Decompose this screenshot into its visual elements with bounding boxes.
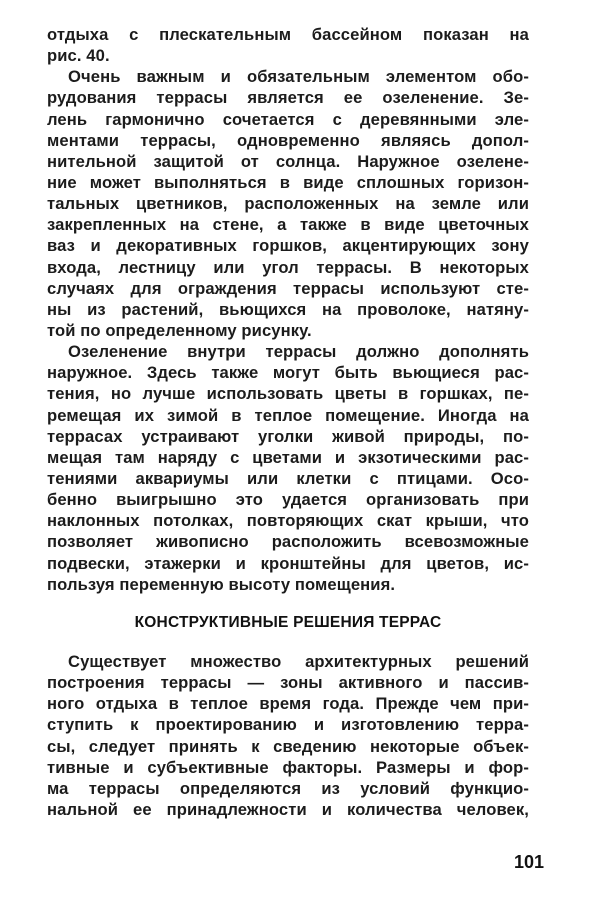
text-line: той по определенному рисунку. xyxy=(47,320,312,340)
text-line: тивные и субъективные факторы. Размеры и фор- xyxy=(47,757,529,777)
text-line: Существует множество архитектурных решений xyxy=(68,652,529,671)
section-heading: КОНСТРУКТИВНЫЕ РЕШЕНИЯ ТЕРРАС xyxy=(134,614,442,631)
text-line: наклонных потолках, повторяющих скат крыши, что xyxy=(47,511,529,531)
text-line: ние может выполняться в виде сплошных горизон- xyxy=(47,172,529,192)
text-line: отдыха с плескательным бассейном показан на xyxy=(47,25,529,44)
text-line: бенно выигрышно это удается организовать при xyxy=(47,490,529,510)
text-line: Очень важным и обязательным элементом обо- xyxy=(68,67,529,87)
text-line: ного отдыха в теплое время года. Прежде чем при- xyxy=(47,694,529,714)
text-line: ментами террасы, одновременно являясь допол- xyxy=(47,130,529,150)
text-line: сы, следует принять к сведению некоторые объек- xyxy=(47,736,529,756)
text-line: позволяет живописно расположить всевозможные xyxy=(47,532,529,552)
text-line: рудования террасы является ее озеленение. Зе- xyxy=(47,88,529,108)
text-line: террасах устраивают уголки живой природы, по- xyxy=(47,426,529,446)
text-line: нальной ее принадлежности и количества человек, xyxy=(47,799,529,819)
text-line: ремещая их зимой в теплое помещение. Иногда на xyxy=(47,405,529,425)
page-number: 101 xyxy=(513,852,544,872)
text-line: ваз и декоративных горшков, акцентирующих зону xyxy=(47,236,529,256)
text-line: построения террасы — зоны активного и пассив- xyxy=(47,673,529,693)
paragraph xyxy=(47,341,529,595)
punctuation: . xyxy=(104,46,110,66)
paragraph xyxy=(47,66,529,341)
text-line: тениями аквариумы или клетки с птицами. Осо- xyxy=(47,468,529,488)
text-line: тальных цветников, расположенных на земле или xyxy=(47,194,529,214)
text-line: мещая там наряду с цветами и экзотическими рас- xyxy=(47,447,529,467)
text-line: лень гармонично сочетается с деревянными эле- xyxy=(47,109,529,129)
paragraph xyxy=(47,651,529,820)
text-line: входа, лестницу или угол террасы. В некоторых xyxy=(47,257,529,277)
text-line: нительной защитой от солнца. Наружное озелене- xyxy=(47,151,529,171)
text-line: ма террасы определяются из условий функцио- xyxy=(47,778,529,798)
text-line: случаях для ограждения террасы используют сте- xyxy=(47,278,529,298)
text-line: Озеленение внутри террасы должно дополнять xyxy=(68,342,529,362)
text-line: подвески, этажерки и кронштейны для цветов, ис- xyxy=(47,553,529,573)
text-line: ны из растений, вьющихся на проволоке, натяну- xyxy=(47,299,529,319)
figure-reference: рис. 40 xyxy=(47,46,105,66)
text-line xyxy=(47,45,529,66)
text-line: ступить к проектированию и изготовлению терра- xyxy=(47,715,529,735)
text-line: тения, но лучше использовать цветы в горшках, пе- xyxy=(47,384,529,404)
body-text xyxy=(47,24,529,595)
text-line: наружное. Здесь также могут быть вьющиеся рас- xyxy=(47,363,529,383)
text-line: закрепленных на стене, а также в виде цветочных xyxy=(47,215,529,235)
body-text xyxy=(47,651,529,820)
text-line: пользуя переменную высоту помещения. xyxy=(47,574,396,594)
